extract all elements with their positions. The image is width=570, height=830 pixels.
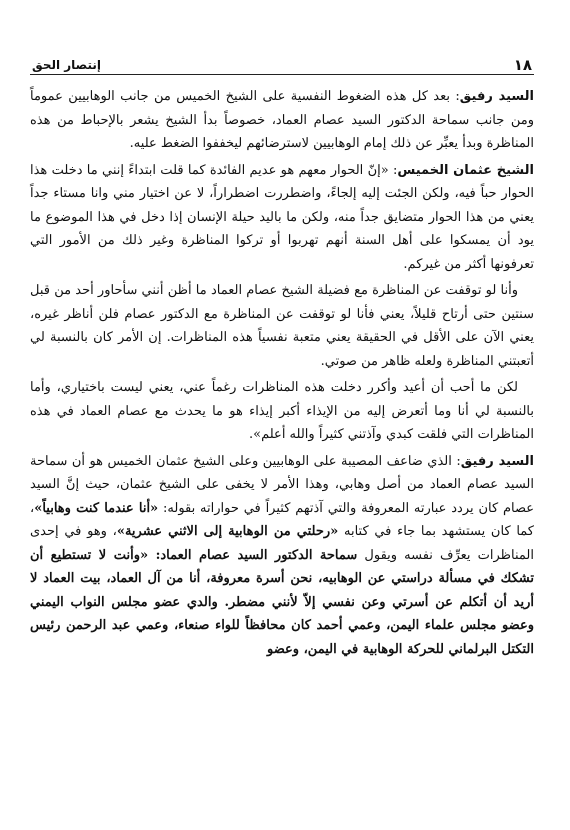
paragraph bbox=[30, 85, 534, 156]
text-run: : بعد كل هذه الضغوط النفسية على الشيخ الخميس من جانب الوهابيين عموماً ومن جانب سماحة الدكتور السيد عصام العماد، خصوصاً بدأ الشيخ يشعر بالإحباط من هذه المناظرة وبدأ يعبِّر عن ذلك إمام الوهابيين لاسترضائهم ليخففوا الضغط عليه. bbox=[30, 89, 534, 151]
text-run: : «إنّ الحوار معهم هو عديم الفائدة كما قلت ابتداءً إنني ما دخلت هذا الحوار حباً فيه، ولكن الجئت إليه إلجاءً، واضطررت اضطراراً، لا عن اختيار مني وانا مستاء جداً يعني من هذا الحوار متضايق جداً منه، ولكن ما باليد حيلة الإنسان إذا دخل في هذا الموضوع ما يود أن يمسكوا على أهل السنة أنهم تهربوا أو تركوا المناظرة وغير ذلك من الأمور التي تعرفونها أكثر من غيركم. bbox=[30, 162, 534, 272]
text-run: لكن ما أحب أن أعيد وأكرر دخلت هذه المناظرات رغماً عني، يعني ليست باختياري، وأما بالنسبة لي أنا وما أتعرض إليه من الإيذاء أكبر إيذاء هو ما يحدث مع عصام العماد في هذه المناظرات التي فلقت كبدي وآذتني كثيراً والله أعلم». bbox=[30, 380, 534, 442]
document-page bbox=[30, 46, 534, 664]
page-body bbox=[30, 85, 534, 661]
page-number: ١٨ bbox=[513, 56, 532, 74]
text-run: ، وهو في إحدى المناظرات يعرِّف نفسه ويقول bbox=[30, 524, 534, 563]
speaker-name: السيد رفيق bbox=[459, 89, 534, 104]
paragraph bbox=[30, 159, 534, 277]
bold-text-run: «رحلتي من الوهابية إلى الاثني عشرية» bbox=[116, 524, 339, 539]
page-header bbox=[30, 46, 534, 75]
speaker-name: الشيخ عثمان الخميس bbox=[397, 162, 534, 178]
text-run: وأنا لو توقفت عن المناظرة مع فضيلة الشيخ عصام العماد ما أظن أنني سأحاور أحد من قبل سنتين حتى أرتاح قليلاً، يعني فأنا لو توقفت عن المناظرة مع الدكتور عصام فلن أناظر غيره، يعني الآن على الأقل في الحقيقة يعني متعبة نفسياً هذه المناظرات. إن الأمر كان بالنسبة لي أتعبتني المناظرة ولعله ظاهر من صوتي. bbox=[30, 283, 534, 369]
text-run: ، كما كان يستشهد بما جاء في كتابه bbox=[30, 500, 534, 539]
text-run: : الذي ضاعف المصيبة على الوهابيين وعلى الشيخ عثمان الخميس هو أن سماحة السيد عصام العماد من أصل وهابي، وهذا الأمر لا يخفى على الشيخ عثمان، حيث إنَّ السيد عصام كان يردد عبارته المعروفة والتي آذتهم كثيراً في حواراته بقوله: bbox=[30, 453, 535, 516]
paragraph bbox=[30, 376, 534, 447]
bold-text-run: «أنا عندما كنت وهابياً» bbox=[34, 500, 159, 516]
running-title: إنتصار الحق bbox=[32, 58, 102, 72]
bold-text-run: سماحة الدكتور السيد عصام العماد: «وأنت لا تستطيع أن تشكك في مسألة دراستي عن الوهابيه، نحن أسرة معروفة، أنا من آل العماد، بيت العماد لا أريد أن أتكلم عن أسرتي وعن نفسي إلاّ لأنني مضطر. والدي عضو مجلس النواب اليمني وعضو مجلس علماء اليمن، وعمي أحمد كان محافظاً للواء صنعاء، وعمي عبد الرحمن رئيس التكتل البرلماني للحركة الوهابية في اليمن، وعضو bbox=[30, 547, 534, 657]
paragraph bbox=[30, 450, 534, 662]
paragraph bbox=[30, 279, 534, 373]
speaker-name: السيد رفيق bbox=[460, 453, 534, 469]
